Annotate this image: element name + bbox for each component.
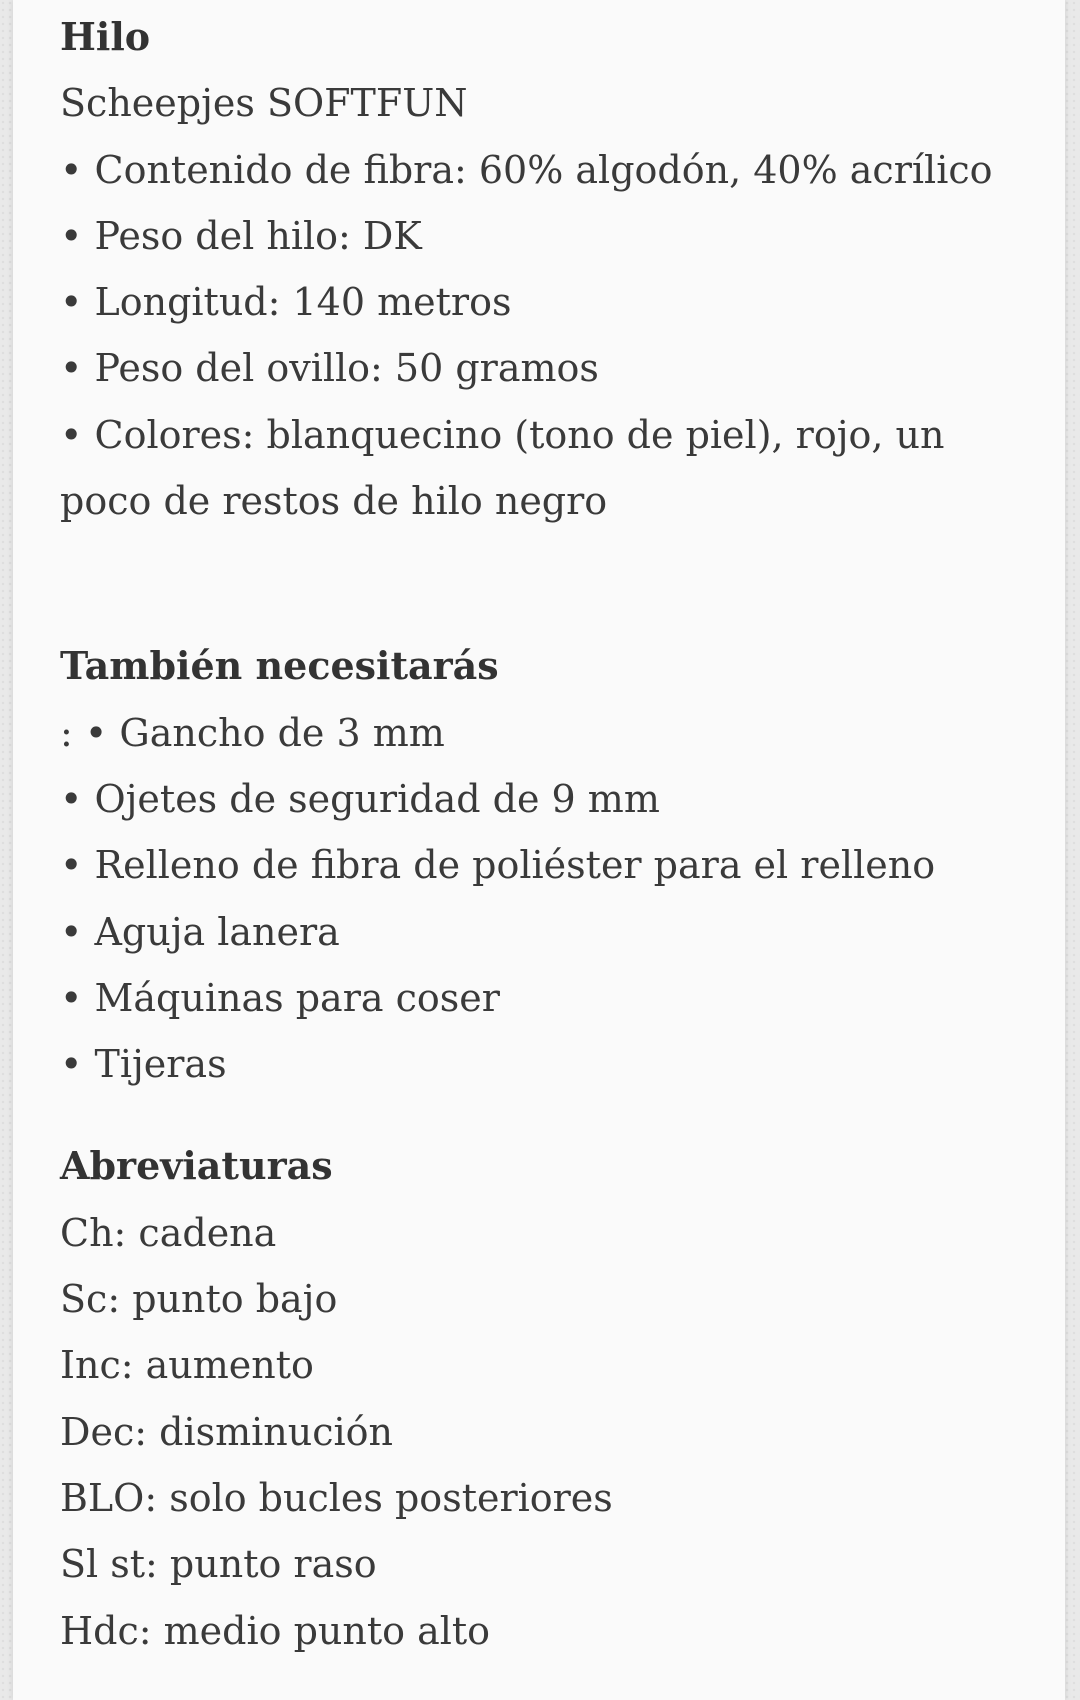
materials-heading: También necesitarás [60, 643, 499, 689]
section-spacer [60, 534, 1040, 633]
materials-section [60, 633, 1040, 1097]
abbreviation-ch: Ch: cadena [60, 1210, 277, 1255]
materials-stuffing: • Relleno de fibra de poliéster para el relleno [60, 843, 936, 888]
materials-sewing-machines: • Máquinas para coser [60, 975, 500, 1020]
abbreviation-inc: Inc: aumento [60, 1343, 314, 1388]
abbreviation-hdc: Hdc: medio punto alto [60, 1608, 491, 1653]
section-spacer [60, 1097, 1040, 1133]
yarn-section [60, 4, 1040, 534]
yarn-fiber-content: • Contenido de fibra: 60% algodón, 40% acrílico [60, 147, 993, 192]
abbreviation-dec: Dec: disminución [60, 1409, 394, 1454]
abbreviations-section [60, 1133, 1040, 1663]
page-card [13, 0, 1065, 1700]
yarn-ball-weight: • Peso del ovillo: 50 gramos [60, 346, 599, 391]
abbreviations-heading: Abreviaturas [60, 1143, 333, 1189]
abbreviation-blo: BLO: solo bucles posteriores [60, 1475, 613, 1520]
materials-needle: • Aguja lanera [60, 909, 340, 954]
abbreviation-sl-st: Sl st: punto raso [60, 1542, 377, 1587]
yarn-heading: Hilo [60, 14, 151, 59]
materials-scissors: • Tijeras [60, 1042, 227, 1087]
abbreviation-sc: Sc: punto bajo [60, 1277, 338, 1322]
article-content [60, 4, 1040, 1664]
yarn-length: • Longitud: 140 metros [60, 280, 512, 325]
yarn-weight: • Peso del hilo: DK [60, 213, 422, 258]
yarn-brand: Scheepjes SOFTFUN [60, 81, 468, 126]
materials-hook: : • Gancho de 3 mm [60, 710, 445, 755]
yarn-colors: • Colores: blanquecino (tono de piel), rojo, un poco de restos de hilo negro [60, 412, 945, 524]
materials-safety-eyes: • Ojetes de seguridad de 9 mm [60, 776, 660, 821]
